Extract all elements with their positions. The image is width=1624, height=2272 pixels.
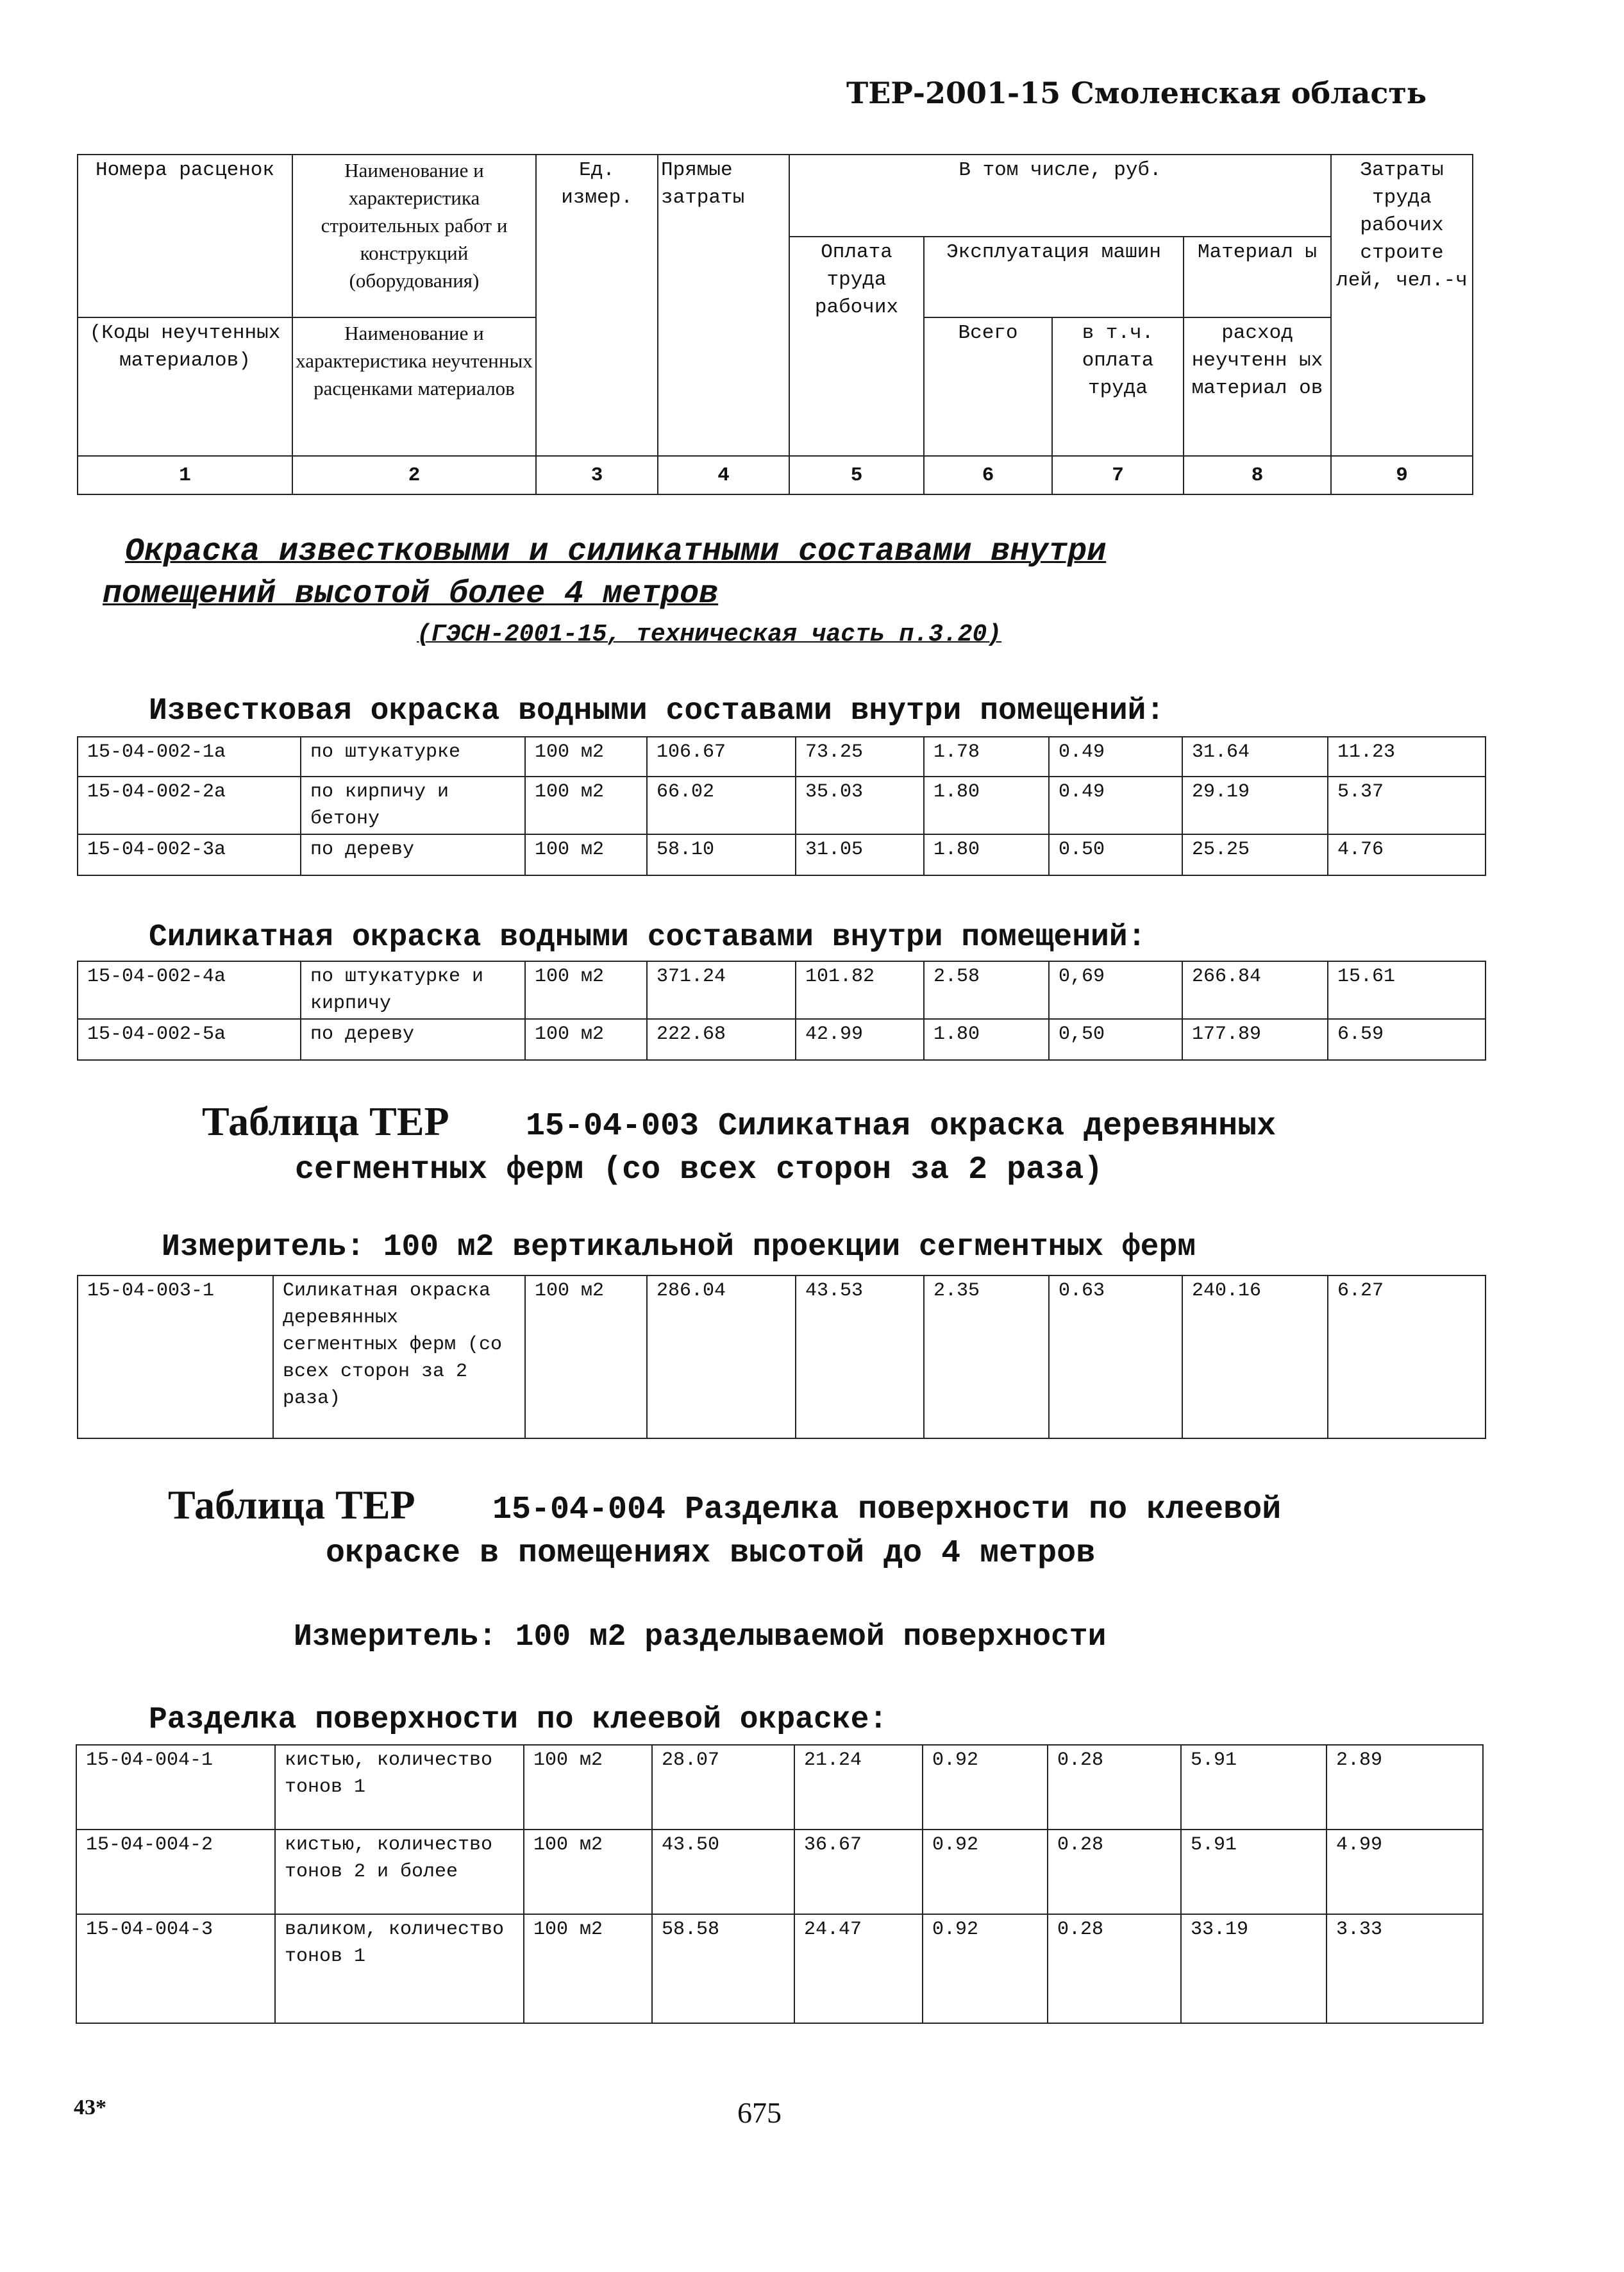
- materials-cost: 31.64: [1182, 737, 1328, 777]
- table-003-title-line2: сегментных ферм (со всех сторон за 2 раза): [295, 1152, 1103, 1188]
- table-004: [76, 1744, 1484, 2024]
- labor-hours: 6.59: [1328, 1019, 1486, 1060]
- column-number: 2: [292, 456, 536, 494]
- work-name: по дереву: [301, 834, 525, 875]
- table-003: [77, 1275, 1486, 1439]
- labor-cost: 42.99: [796, 1019, 924, 1060]
- rate-code: 15-04-002-1а: [78, 737, 301, 777]
- labor-cost: 24.47: [794, 1914, 923, 2023]
- materials-cost: 25.25: [1182, 834, 1328, 875]
- machinery-total: 1.80: [924, 1019, 1049, 1060]
- labor-cost: 36.67: [794, 1830, 923, 1914]
- direct-cost: 286.04: [647, 1275, 796, 1438]
- col1-header-bottom: (Коды неучтенных материалов): [78, 317, 292, 456]
- rate-code: 15-04-002-5а: [78, 1019, 301, 1060]
- labor-hours: 11.23: [1328, 737, 1486, 777]
- machinery-labor: 0.63: [1049, 1275, 1182, 1438]
- direct-cost: 106.67: [647, 737, 796, 777]
- column-number-row: [78, 456, 1473, 494]
- col4-header: Прямые затраты: [658, 155, 789, 456]
- machinery-labor: 0,50: [1049, 1019, 1182, 1060]
- direct-cost: 58.10: [647, 834, 796, 875]
- rate-code: 15-04-004-3: [76, 1914, 275, 2023]
- unit: 100 м2: [525, 737, 647, 777]
- column-header-table: [77, 154, 1473, 495]
- col7-header: в т.ч. оплата труда: [1052, 317, 1184, 456]
- rate-code: 15-04-004-1: [76, 1745, 275, 1830]
- column-number: 6: [924, 456, 1052, 494]
- direct-cost: 66.02: [647, 777, 796, 834]
- section-title-line1: Окраска известковыми и силикатными составами внутри: [125, 534, 1107, 570]
- machinery-labor: 0.28: [1048, 1914, 1181, 2023]
- col8-header-top: Материал ы: [1184, 237, 1331, 317]
- rate-code: 15-04-002-2а: [78, 777, 301, 834]
- machinery-group-header: Эксплуатация машин: [924, 237, 1184, 317]
- table-row: [78, 777, 1486, 834]
- rate-code: 15-04-003-1: [78, 1275, 273, 1438]
- direct-cost: 371.24: [647, 961, 796, 1019]
- labor-hours: 15.61: [1328, 961, 1486, 1019]
- work-name: кистью, количество тонов 2 и более: [275, 1830, 524, 1914]
- table-004-label: Таблица ТЕР: [168, 1482, 415, 1527]
- col5-header: Оплата труда рабочих: [789, 237, 924, 456]
- lime-paint-table: [77, 736, 1486, 876]
- unit: 100 м2: [525, 961, 647, 1019]
- labor-hours: 6.27: [1328, 1275, 1486, 1438]
- rate-code: 15-04-002-3а: [78, 834, 301, 875]
- work-name: по штукатурке и кирпичу: [301, 961, 525, 1019]
- materials-cost: 177.89: [1182, 1019, 1328, 1060]
- machinery-total: 0.92: [923, 1914, 1048, 2023]
- work-name: по дереву: [301, 1019, 525, 1060]
- direct-cost: 58.58: [652, 1914, 794, 2023]
- page-title: ТЕР-2001-15 Смоленская область: [846, 76, 1427, 110]
- machinery-total: 0.92: [923, 1830, 1048, 1914]
- column-number: 5: [789, 456, 924, 494]
- unit: 100 м2: [524, 1914, 652, 2023]
- column-number: 3: [536, 456, 658, 494]
- direct-cost: 222.68: [647, 1019, 796, 1060]
- col2-header-bottom: Наименование и характеристика неучтенных расценками материалов: [292, 317, 536, 456]
- direct-cost: 28.07: [652, 1745, 794, 1830]
- machinery-total: 1.80: [924, 777, 1049, 834]
- unit: 100 м2: [525, 1019, 647, 1060]
- machinery-labor: 0,69: [1049, 961, 1182, 1019]
- unit: 100 м2: [525, 777, 647, 834]
- silicate-paint-heading: Силикатная окраска водными составами внутри помещений:: [149, 920, 1146, 955]
- unit: 100 м2: [524, 1830, 652, 1914]
- unit: 100 м2: [524, 1745, 652, 1830]
- column-number: 9: [1331, 456, 1473, 494]
- labor-hours: 2.89: [1327, 1745, 1483, 1830]
- labor-cost: 31.05: [796, 834, 924, 875]
- work-name: валиком, количество тонов 1: [275, 1914, 524, 2023]
- col3-header: Ед. измер.: [536, 155, 658, 456]
- labor-hours: 5.37: [1328, 777, 1486, 834]
- unit: 100 м2: [525, 834, 647, 875]
- col9-header: Затраты труда рабочих строите лей, чел.-ч: [1331, 155, 1473, 456]
- table-004-title-line2: окраске в помещениях высотой до 4 метров: [326, 1535, 1096, 1572]
- work-name: по штукатурке: [301, 737, 525, 777]
- work-name: по кирпичу и бетону: [301, 777, 525, 834]
- unit: 100 м2: [525, 1275, 647, 1438]
- labor-cost: 21.24: [794, 1745, 923, 1830]
- table-004-title-line1: 15-04-004 Разделка поверхности по клеевой: [492, 1492, 1282, 1528]
- labor-cost: 73.25: [796, 737, 924, 777]
- machinery-labor: 0.28: [1048, 1745, 1181, 1830]
- table-003-title-line1: 15-04-003 Силикатная окраска деревянных: [526, 1108, 1277, 1145]
- table-003-label: Таблица ТЕР: [202, 1098, 449, 1144]
- labor-cost: 35.03: [796, 777, 924, 834]
- table-004-heading: Разделка поверхности по клеевой окраске:: [149, 1703, 888, 1737]
- materials-cost: 29.19: [1182, 777, 1328, 834]
- table-row: [78, 834, 1486, 875]
- column-number: 7: [1052, 456, 1184, 494]
- table-row: [78, 1019, 1486, 1060]
- page-number: 675: [737, 2096, 782, 2129]
- col2-header-top: Наименование и характеристика строительных работ и конструкций (оборудования): [292, 155, 536, 317]
- machinery-labor: 0.28: [1048, 1830, 1181, 1914]
- machinery-labor: 0.50: [1049, 834, 1182, 875]
- table-row: [78, 961, 1486, 1019]
- materials-cost: 5.91: [1181, 1745, 1327, 1830]
- col6-header: Всего: [924, 317, 1052, 456]
- cost-group-header: В том числе, руб.: [789, 155, 1331, 237]
- table-row: [76, 1914, 1483, 2023]
- col1-header-top: Номера расценок: [78, 155, 292, 317]
- work-name: Силикатная окраска деревянных сегментных ферм (со всех сторон за 2 раза): [273, 1275, 525, 1438]
- table-004-measure: Измеритель: 100 м2 разделываемой поверхности: [294, 1620, 1107, 1654]
- rate-code: 15-04-004-2: [76, 1830, 275, 1914]
- machinery-total: 0.92: [923, 1745, 1048, 1830]
- machinery-total: 1.78: [924, 737, 1049, 777]
- table-row: [76, 1830, 1483, 1914]
- materials-cost: 240.16: [1182, 1275, 1328, 1438]
- section-title-line2: помещений высотой более 4 метров: [103, 576, 719, 612]
- labor-hours: 3.33: [1327, 1914, 1483, 2023]
- labor-hours: 4.76: [1328, 834, 1486, 875]
- direct-cost: 43.50: [652, 1830, 794, 1914]
- table-row: [78, 737, 1486, 777]
- machinery-labor: 0.49: [1049, 777, 1182, 834]
- machinery-labor: 0.49: [1049, 737, 1182, 777]
- column-number: 1: [78, 456, 292, 494]
- labor-cost: 43.53: [796, 1275, 924, 1438]
- lime-paint-heading: Известковая окраска водными составами внутри помещений:: [149, 694, 1165, 728]
- table-row: [78, 1275, 1486, 1438]
- col8-header-bottom: расход неучтенн ых материал ов: [1184, 317, 1331, 456]
- machinery-total: 2.58: [924, 961, 1049, 1019]
- machinery-total: 1.80: [924, 834, 1049, 875]
- footer-sheet-mark: 43*: [74, 2096, 106, 2119]
- silicate-paint-table: [77, 961, 1486, 1061]
- materials-cost: 5.91: [1181, 1830, 1327, 1914]
- column-number: 4: [658, 456, 789, 494]
- work-name: кистью, количество тонов 1: [275, 1745, 524, 1830]
- machinery-total: 2.35: [924, 1275, 1049, 1438]
- table-row: [76, 1745, 1483, 1830]
- labor-hours: 4.99: [1327, 1830, 1483, 1914]
- table-003-measure: Измеритель: 100 м2 вертикальной проекции сегментных ферм: [162, 1230, 1196, 1265]
- labor-cost: 101.82: [796, 961, 924, 1019]
- materials-cost: 33.19: [1181, 1914, 1327, 2023]
- materials-cost: 266.84: [1182, 961, 1328, 1019]
- rate-code: 15-04-002-4а: [78, 961, 301, 1019]
- column-number: 8: [1184, 456, 1331, 494]
- section-reference: (ГЭСН-2001-15, техническая часть п.3.20): [417, 621, 1002, 648]
